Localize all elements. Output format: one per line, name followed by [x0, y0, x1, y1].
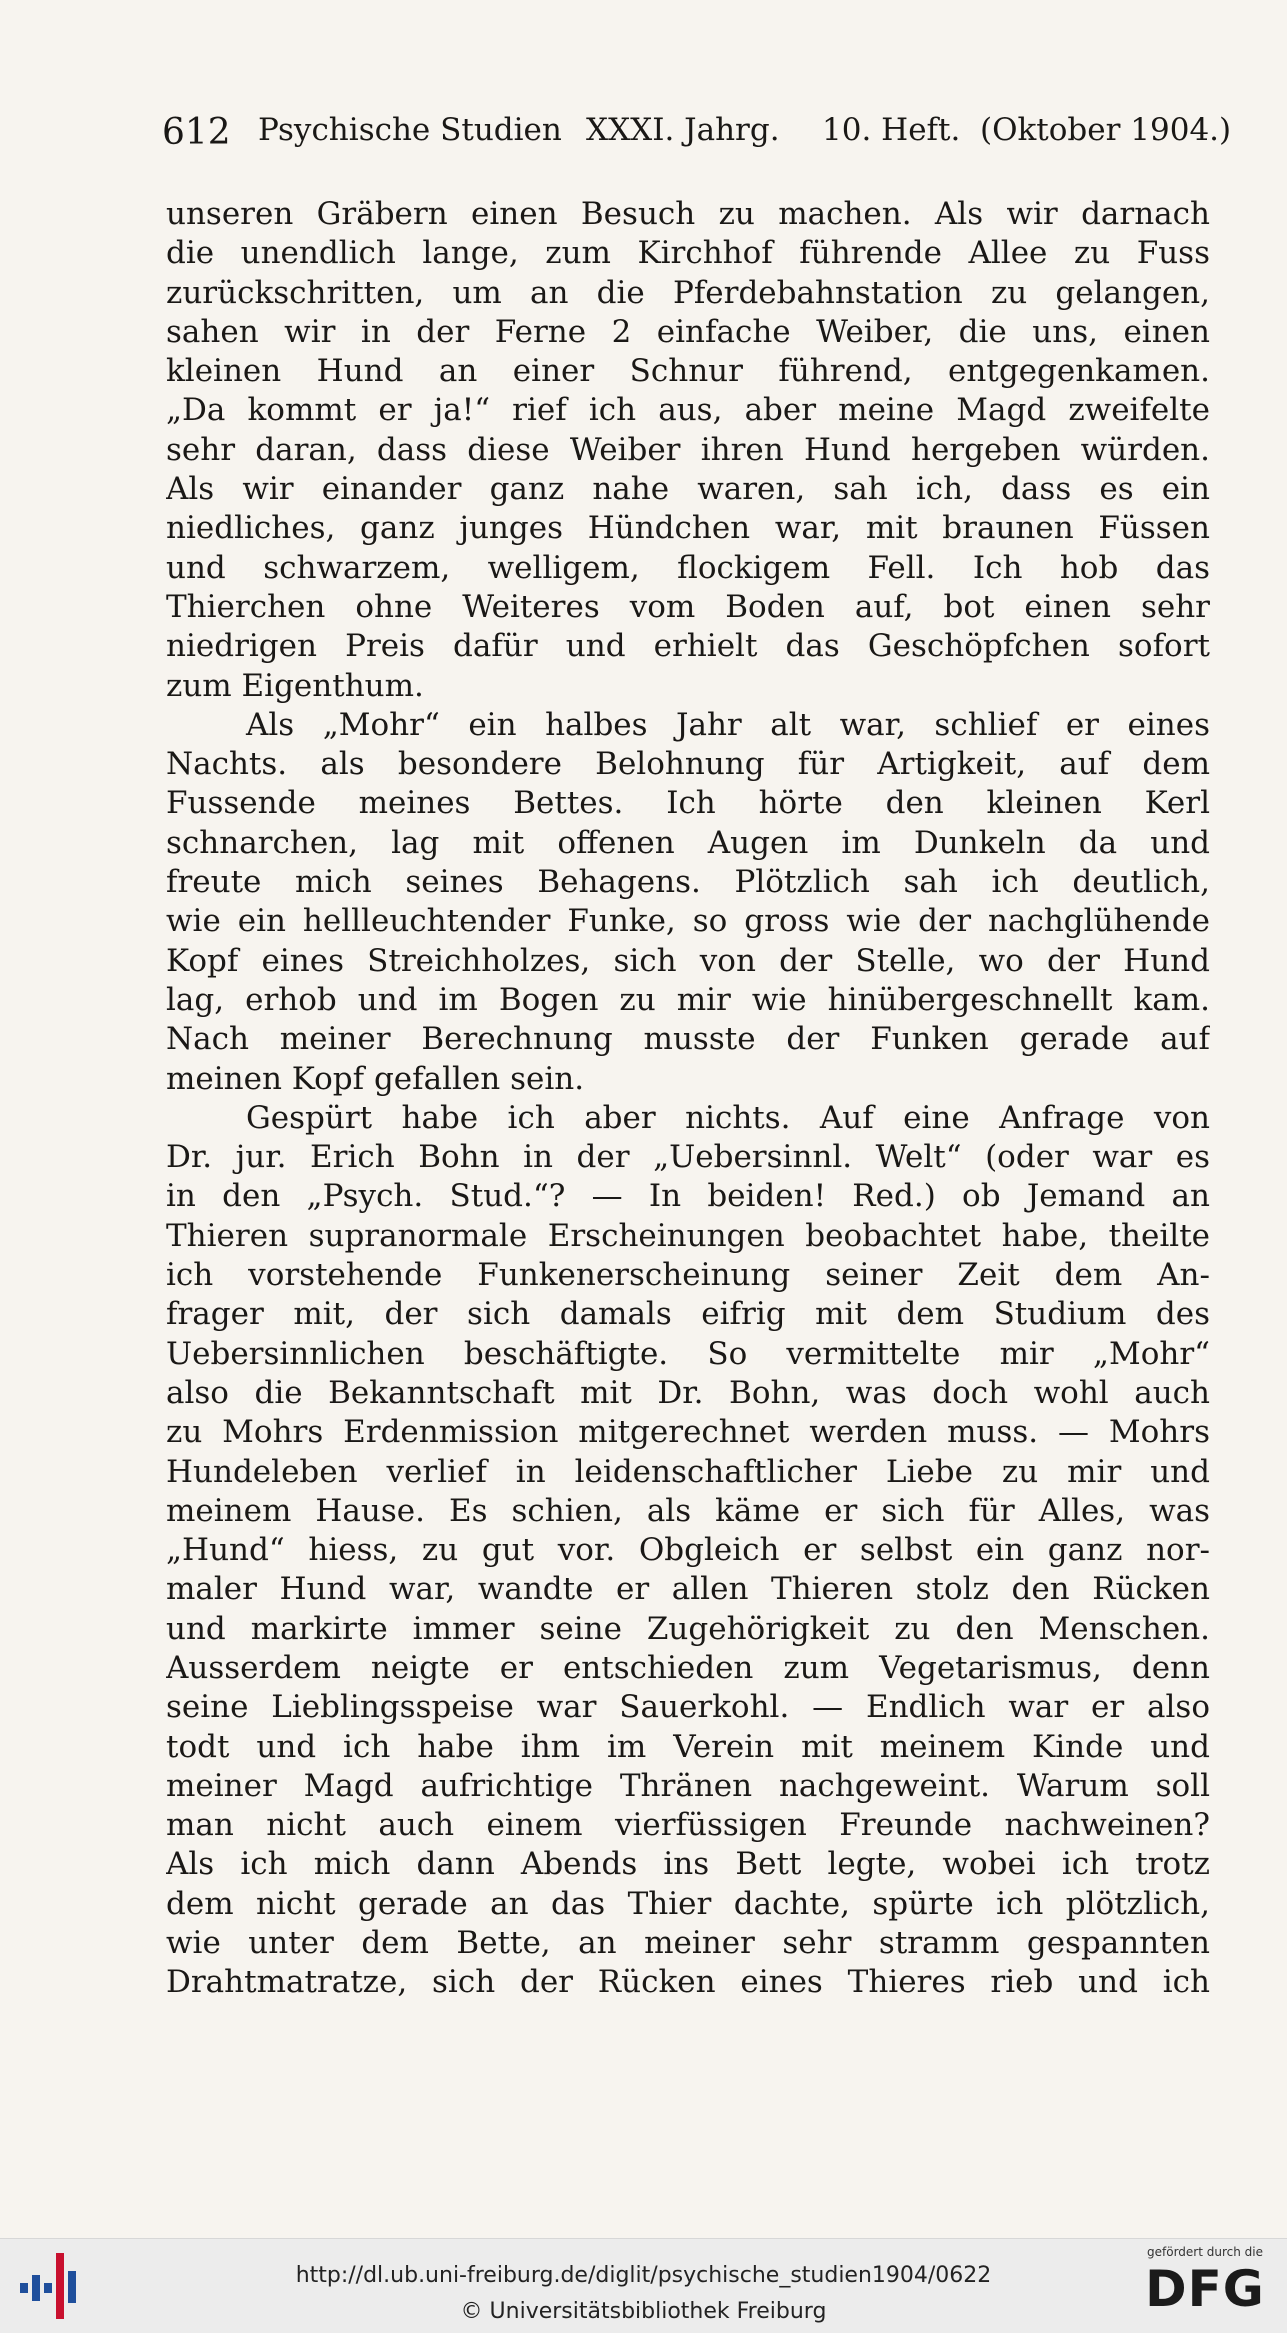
text-line: maler Hund war, wandte er allen Thieren stolz den Rücken — [166, 1571, 1210, 1608]
issue-date: (Oktober 1904.) — [980, 112, 1232, 148]
text-line: Hundeleben verlief in leidenschaftlicher Liebe zu mir und — [166, 1453, 1210, 1490]
text-line: kleinen Hund an einer Schnur führend, entgegenkamen. — [166, 353, 1210, 390]
text-line: todt und ich habe ihm im Verein mit meinem Kinde und — [166, 1728, 1210, 1765]
text-line: dem nicht gerade an das Thier dachte, spürte ich plötzlich, — [166, 1885, 1210, 1922]
issue-number: 10. Heft. — [822, 112, 961, 148]
text-line: Kopf eines Streichholzes, sich von der Stelle, wo der Hund — [166, 942, 1210, 979]
text-line: Thieren supranormale Erscheinungen beobachtet habe, theilte — [166, 1217, 1210, 1254]
text-line: und schwarzem, welligem, flockigem Fell. Ich hob das — [166, 549, 1210, 586]
text-line: Als ich mich dann Abends ins Bett legte, wobei ich trotz — [166, 1846, 1210, 1883]
text-line: unseren Gräbern einen Besuch zu machen. Als wir darnach — [166, 196, 1210, 232]
text-line: Ausserdem neigte er entschieden zum Vegetarismus, denn — [166, 1649, 1210, 1686]
text-line: die unendlich lange, zum Kirchhof führende Allee zu Fuss — [166, 235, 1210, 272]
text-line: Als wir einander ganz nahe waren, sah ich, dass es ein — [166, 471, 1210, 508]
text-line: Thierchen ohne Weiteres vom Boden auf, bot einen sehr — [166, 588, 1210, 625]
text-line: freute mich seines Behagens. Plötzlich sah ich deutlich, — [166, 864, 1210, 901]
text-line: „Hund“ hiess, zu gut vor. Obgleich er selbst ein ganz nor- — [166, 1532, 1210, 1569]
page-number: 612 — [162, 112, 231, 153]
copyright-notice: © Universitätsbibliothek Freiburg — [460, 2299, 827, 2324]
dfg-mark: DFG — [1145, 2260, 1265, 2318]
text-line: zurückschritten, um an die Pferdebahnstation zu gelangen, — [166, 274, 1210, 311]
volume-year: XXXI. Jahrg. — [586, 112, 780, 148]
text-line: Dr. jur. Erich Bohn in der „Uebersinnl. Welt“ (oder war es — [166, 1139, 1210, 1176]
text-line: niedliches, ganz junges Hündchen war, mit braunen Füssen — [166, 510, 1210, 547]
text-line: sehr daran, dass diese Weiber ihren Hund hergeben würden. — [166, 431, 1210, 468]
text-line: Gespürt habe ich aber nichts. Auf eine Anfrage von — [246, 1099, 1210, 1136]
text-line: Nachts. als besondere Belohnung für Artigkeit, auf dem — [166, 746, 1210, 783]
text-line: Drahtmatratze, sich der Rücken eines Thieres rieb und ich — [166, 1964, 1210, 2001]
text-line: und markirte immer seine Zugehörigkeit zu den Menschen. — [166, 1610, 1210, 1647]
dfg-logo — [1135, 2245, 1275, 2329]
text-line: meinen Kopf gefallen sein. — [166, 1060, 585, 1097]
viewer-footer — [0, 2238, 1287, 2333]
text-line: meiner Magd aufrichtige Thränen nachgeweint. Warum soll — [166, 1767, 1210, 1804]
running-header — [162, 112, 1232, 164]
text-line: frager mit, der sich damals eifrig mit dem Studium des — [166, 1296, 1210, 1333]
text-line: Uebersinnlichen beschäftigte. So vermittelte mir „Mohr“ — [166, 1335, 1210, 1372]
text-line: seine Lieblingsspeise war Sauerkohl. — Endlich war er also — [166, 1689, 1210, 1726]
body-text — [166, 195, 1210, 2003]
text-line: „Da kommt er ja!“ rief ich aus, aber meine Magd zweifelte — [166, 392, 1210, 429]
text-line: meinem Hause. Es schien, als käme er sich für Alles, was — [166, 1492, 1210, 1529]
dfg-funding-note: gefördert durch die — [1147, 2245, 1263, 2259]
text-line: in den „Psych. Stud.“? — In beiden! Red.) ob Jemand an — [166, 1178, 1210, 1215]
text-line: Nach meiner Berechnung musste der Funken gerade auf — [166, 1021, 1210, 1058]
text-line: schnarchen, lag mit offenen Augen im Dunkeln da und — [166, 824, 1210, 861]
text-line: wie ein hellleuchtender Funke, so gross wie der nachglühende — [166, 903, 1210, 940]
text-line: sahen wir in der Ferne 2 einfache Weiber, die uns, einen — [166, 313, 1210, 350]
text-line: Fussende meines Bettes. Ich hörte den kleinen Kerl — [166, 785, 1210, 822]
text-line: ich vorstehende Funkenerscheinung seiner Zeit dem An- — [166, 1257, 1210, 1294]
text-line: also die Bekanntschaft mit Dr. Bohn, was doch wohl auch — [166, 1374, 1210, 1411]
text-line: man nicht auch einem vierfüssigen Freunde nachweinen? — [166, 1807, 1210, 1844]
text-line: niedrigen Preis dafür und erhielt das Geschöpfchen sofort — [166, 628, 1210, 665]
text-line: Als „Mohr“ ein halbes Jahr alt war, schlief er eines — [246, 706, 1210, 743]
journal-title: Psychische Studien — [258, 112, 562, 148]
text-line: zum Eigenthum. — [166, 667, 424, 704]
text-line: wie unter dem Bette, an meiner sehr stramm gespannten — [166, 1925, 1210, 1962]
text-line: zu Mohrs Erdenmission mitgerechnet werden muss. — Mohrs — [166, 1414, 1210, 1451]
text-line: lag, erhob und im Bogen zu mir wie hinübergeschnellt kam. — [166, 981, 1210, 1018]
page-url-link[interactable]: http://dl.ub.uni-freiburg.de/diglit/psychische_studien1904/0622 — [295, 2263, 992, 2288]
